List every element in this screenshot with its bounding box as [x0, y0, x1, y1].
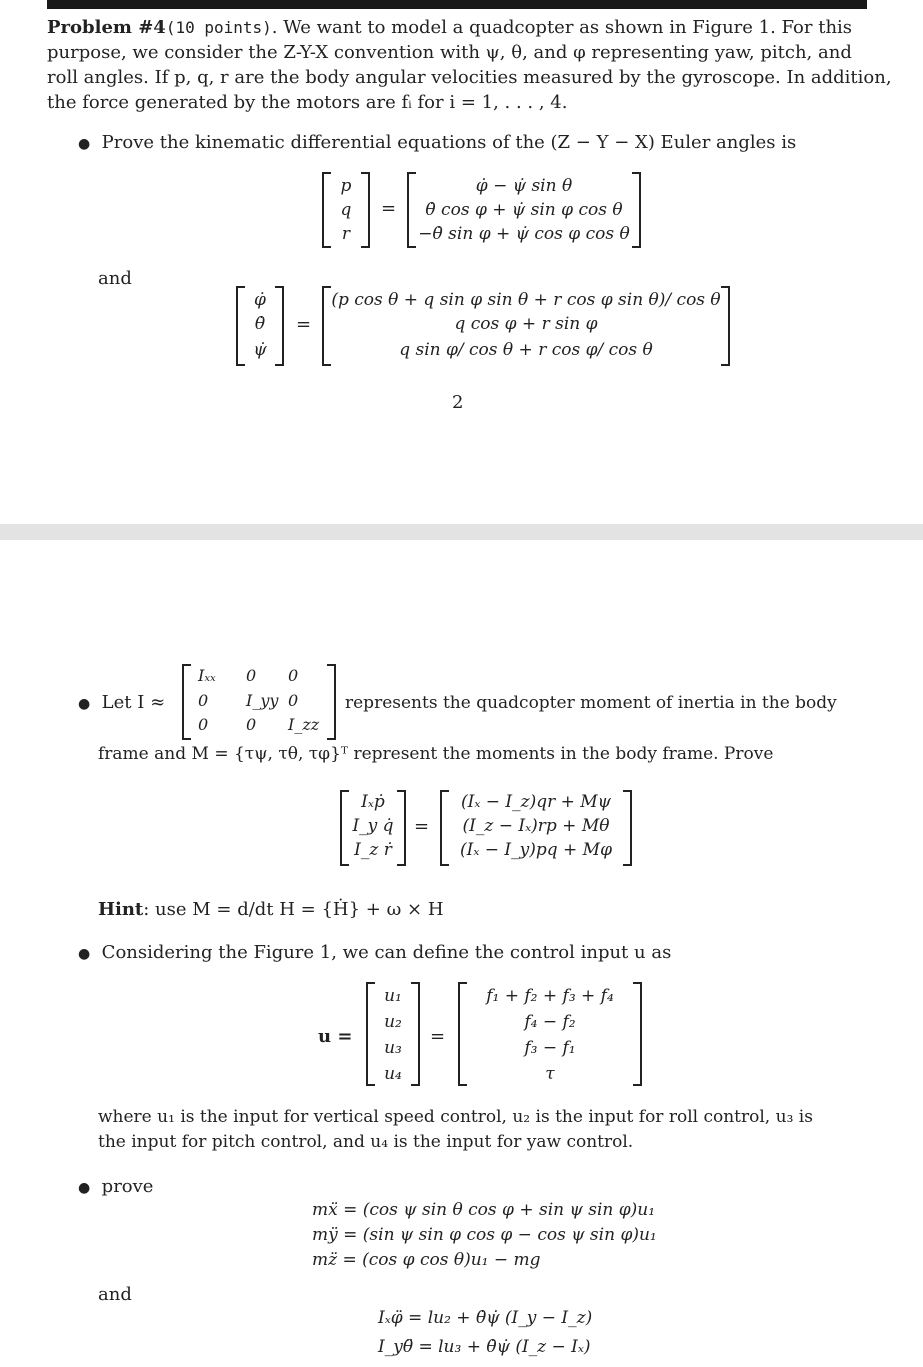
- hint-label: Hint: [98, 899, 144, 920]
- eq3-lhs-row: I_z ṙ: [354, 840, 392, 860]
- rotational-eq: I_yθ̈ = lu₃ + θ̇ψ̇ (I_z − Iₓ): [378, 1337, 591, 1357]
- eq1-rhs-row: −θ̇ sin φ + ψ̇ cos φ cos θ: [418, 224, 630, 244]
- eq1-lhs-row: p: [340, 176, 352, 196]
- eq2-lhs-row: θ̇: [254, 314, 266, 334]
- prove-label: prove: [101, 1176, 154, 1197]
- u-entry: u₂: [384, 1012, 402, 1032]
- eq1-lhs-row: r: [341, 224, 351, 244]
- inertia-matrix: [182, 664, 336, 740]
- u-rhs-entry: f₁ + f₂ + f₃ + f₄: [486, 986, 614, 1006]
- intro-line-4: the force generated by the motors are fᵢ for i = 1, . . . , 4.: [47, 92, 568, 113]
- bullet-2-intro: [78, 690, 165, 717]
- page-separator: [0, 524, 923, 540]
- translational-eq: mẍ = (cos ψ sin θ cos φ + sin ψ sin φ)u₁: [312, 1200, 656, 1220]
- eq2-equals: =: [296, 314, 312, 335]
- u-vector: [366, 982, 420, 1086]
- u-label: u =: [318, 1026, 353, 1047]
- eq3-lhs-vector: [340, 790, 406, 866]
- bullet-4: [78, 1174, 153, 1201]
- bullet-dot: ●: [78, 1180, 91, 1196]
- intro-line-1: [47, 15, 869, 40]
- eq3-rhs-row: (Iₓ − I_y)pq + Mφ: [459, 840, 612, 860]
- eq2-lhs-row: ψ̇: [253, 340, 267, 360]
- u-rhs-entry: f₄ − f₂: [524, 1012, 576, 1032]
- eq1-rhs-vector: [407, 172, 641, 248]
- eq1-lhs-vector: [322, 172, 370, 248]
- eq3-lhs-row: I_y q̇: [352, 816, 394, 836]
- bullet-3: [78, 940, 671, 967]
- where-line-2: the input for pitch control, and u₄ is the input for yaw control.: [98, 1132, 634, 1152]
- u-entry: u₁: [384, 986, 402, 1006]
- eq2-rhs-row: q sin φ/ cos θ + r cos φ/ cos θ: [399, 340, 653, 360]
- problem-label: Problem #4: [47, 17, 166, 38]
- bullet-dot: ●: [78, 696, 91, 712]
- and-label-2: and: [98, 1284, 132, 1305]
- page-number: 2: [452, 392, 464, 413]
- inertia-cell: I_yy: [246, 691, 279, 710]
- top-rule: [47, 0, 867, 9]
- bullet-3-text: Considering the Figure 1, we can define the control input u as: [101, 942, 672, 963]
- translational-eq: mz̈ = (cos φ cos θ)u₁ − mg: [312, 1250, 541, 1270]
- problem-statement: [47, 15, 892, 115]
- inertia-cell: Iₓₓ: [198, 666, 216, 685]
- translational-eq: mÿ = (sin ψ sin φ cos φ − cos ψ sin φ)u₁: [312, 1225, 657, 1245]
- eq2-lhs-row: φ̇: [254, 290, 266, 310]
- let-prefix: Let I ≈: [101, 692, 166, 713]
- and-label-1: and: [98, 268, 132, 289]
- inertia-cell: I_zz: [288, 715, 320, 734]
- intro-line-1-rest: . We want to model a quadcopter as shown in Figure 1. For this: [271, 17, 853, 38]
- u-rhs-entry: τ: [545, 1064, 555, 1084]
- u-equals: =: [430, 1026, 446, 1047]
- document-page-1: [0, 0, 923, 524]
- bullet-1-text: Prove the kinematic differential equations of the (Z − Y − X) Euler angles is: [101, 132, 797, 153]
- eq2-lhs-vector: [236, 286, 284, 366]
- eq1-rhs-row: φ̇ − ψ̇ sin θ: [475, 176, 573, 196]
- eq3-lhs-row: Iₓṗ: [361, 792, 385, 812]
- inertia-cell: 0: [246, 715, 257, 734]
- u-rhs-entry: f₃ − f₁: [524, 1038, 576, 1058]
- inertia-cell: 0: [246, 666, 257, 685]
- inertia-cell: 0: [288, 691, 299, 710]
- hint-line: [98, 897, 444, 922]
- bullet-1: [78, 130, 796, 157]
- eq2-rhs-row: (p cos θ + q sin φ sin θ + r cos φ sin θ)/ cos θ: [331, 290, 721, 310]
- where-line-1: where u₁ is the input for vertical speed control, u₂ is the input for roll control, u₃ is: [98, 1107, 813, 1127]
- inertia-cell: 0: [198, 715, 209, 734]
- intro-line-2: purpose, we consider the Z-Y-X convention with ψ, θ, and φ representing yaw, pitch, and: [47, 42, 852, 63]
- eq3-rhs-vector: [440, 790, 632, 866]
- eq1-lhs-row: q: [340, 200, 352, 220]
- eq1-rhs-row: θ̇ cos φ + ψ̇ sin φ cos θ: [425, 200, 623, 220]
- let-suffix: represents the quadcopter moment of inertia in the body: [345, 693, 837, 713]
- inertia-cell: 0: [198, 691, 209, 710]
- rotational-equations: [378, 1304, 592, 1362]
- eq1-equals: =: [381, 198, 397, 219]
- eq3-rhs-row: (Iₓ − I_z)qr + Mψ: [460, 792, 612, 812]
- translational-equations: [312, 1198, 657, 1273]
- eq2-rhs-row: q cos φ + r sin φ: [454, 314, 598, 334]
- u-rhs-vector: [458, 982, 642, 1086]
- bullet-dot: ●: [78, 136, 91, 152]
- bullet-dot: ●: [78, 946, 91, 962]
- u-entry: u₃: [384, 1038, 402, 1058]
- u-entry: u₄: [384, 1064, 402, 1084]
- inertia-cell: 0: [288, 666, 299, 685]
- eq3-rhs-row: (I_z − Iₓ)rp + Mθ: [462, 816, 610, 836]
- document-page-2: [0, 540, 923, 1367]
- eq2-rhs-vector: [322, 286, 730, 366]
- frame-line: frame and M = {τψ, τθ, τφ}ᵀ represent the moments in the body frame. Prove: [98, 744, 774, 764]
- rotational-eq: Iₓφ̈ = lu₂ + θ̇ψ̇ (I_y − I_z): [378, 1308, 593, 1328]
- eq3-equals: =: [414, 816, 430, 837]
- points-label: (10 points): [165, 18, 272, 37]
- hint-text: : use M = d/dt H = {Ḣ} + ω × H: [143, 899, 444, 920]
- intro-line-3: roll angles. If p, q, r are the body angular velocities measured by the gyroscope. In addition,: [47, 67, 892, 88]
